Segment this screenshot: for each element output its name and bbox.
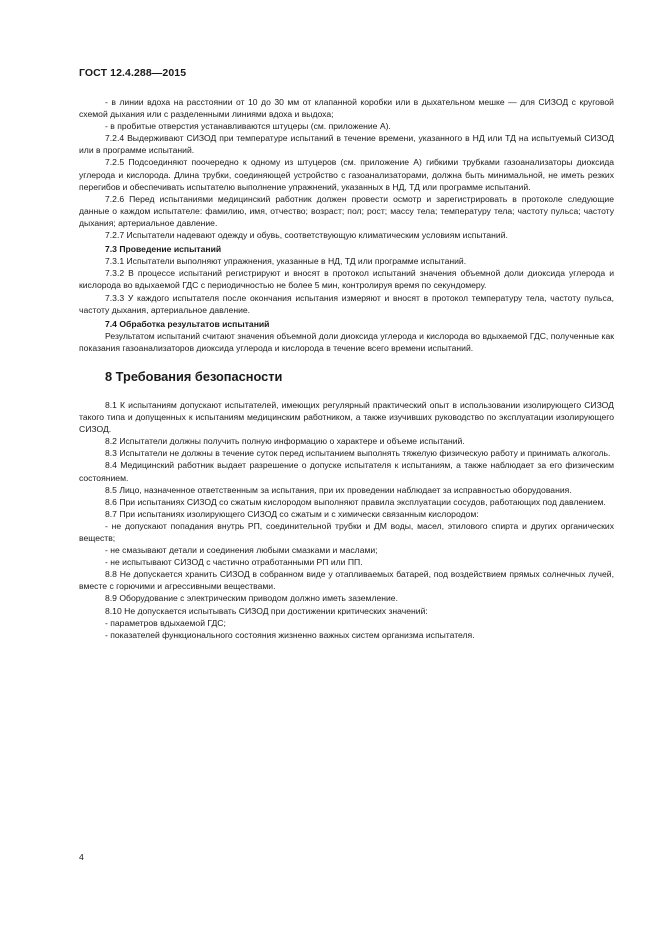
page-number: 4 xyxy=(79,852,84,862)
paragraph-8-1: 8.1 К испытаниям допускают испытателей, имеющих регулярный практический опыт в использовании изолирующего СИЗОД такого типа и допущенных к испытаниям медицинским работником, а также изучивших руководство по эксплуатации изолирующего СИЗОД. xyxy=(79,399,614,435)
paragraph-7-3-1: 7.3.1 Испытатели выполняют упражнения, указанные в НД, ТД или программе испытаний. xyxy=(105,256,467,267)
paragraph-7-2-7: 7.2.7 Испытатели надевают одежду и обувь, соответствующую климатическим условиям испытаний. xyxy=(105,230,508,241)
paragraph-8-9: 8.9 Оборудование с электрическим приводом должно иметь заземление. xyxy=(105,593,398,604)
paragraph-7-3-2: 7.3.2 В процессе испытаний регистрируют и вносят в протокол испытаний значения объемной доли диоксида углерода и кислорода во вдыхаемой ГДС с периодичностью не более 5 мин, контролируя время по секундомеру. xyxy=(79,268,614,291)
paragraph-7-3-3: 7.3.3 У каждого испытателя после окончания испытания измеряют и вносят в протокол температуру тела, частоту пульса, частоту дыхания, артериальное давление. xyxy=(79,292,614,315)
paragraph-7-2-6: 7.2.6 Перед испытаниями медицинский работник должен провести осмотр и зарегистрировать в протоколе следующие данные о каждом испытателе: фамилию, имя, отчество; возраст; пол; рост; массу тела; температуру тела; частоту пульса; частоту дыхания; артериальное давление. xyxy=(79,193,614,228)
paragraph-7-2-4: 7.2.4 Выдерживают СИЗОД при температуре испытаний в течение времени, указанного в НД или ТД на испытуемый СИЗОД или в программе испытаний. xyxy=(79,133,614,156)
paragraph-8-2: 8.2 Испытатели должны получить полную информацию о характере и объеме испытаний. xyxy=(105,436,465,447)
paragraph-7-2-5: 7.2.5 Подсоединяют поочередно к одному из штуцеров (см. приложение А) гибкими трубками газоанализаторы диоксида углерода и кислорода. Длина трубки, соединяющей устройство с газоанализаторами, должна быть минимальной, не иметь резких перегибов и обеспечивать испытателю выполнение упражнений, указанных в НД, ТД или программе испытаний. xyxy=(79,157,614,192)
list-item-inhaled-gas-params: - параметров вдыхаемой ГДС; xyxy=(105,617,226,628)
document-body xyxy=(79,96,614,641)
document-header: ГОСТ 12.4.288—2015 xyxy=(79,67,187,79)
paragraph-8-7: 8.7 При испытаниях изолирующего СИЗОД со сжатым и с химически связанным кислородом: xyxy=(105,508,479,519)
paragraph-8-3: 8.3 Испытатели не должны в течение суток перед испытанием выполнять тяжелую физическую работу и принимать алкоголь. xyxy=(105,448,611,459)
list-item-no-water-oils: - не допускают попадания внутрь РП, соединительной трубки и ДМ воды, масел, этилового спирта и других органических веществ; xyxy=(79,520,614,543)
section-8-title: 8 Требования безопасности xyxy=(105,368,283,384)
list-item-no-used-cartridges: - не испытывают СИЗОД с частично отработанными РП или ПП. xyxy=(105,557,363,568)
list-item-no-lubricants: - не смазывают детали и соединения любыми смазками и маслами; xyxy=(105,545,378,556)
subsection-7-3-title: 7.3 Проведение испытаний xyxy=(105,244,222,255)
list-item-vital-indicators: - показателей функционального состояния жизненно важных систем организма испытателя. xyxy=(105,629,475,640)
paragraph-fittings: - в пробитые отверстия устанавливаются штуцеры (см. приложение А). xyxy=(105,121,391,132)
paragraph-8-6: 8.6 При испытаниях СИЗОД со сжатым кислородом выполняют правила эксплуатации сосудов, работающих под давлением. xyxy=(105,496,606,507)
paragraph-inhale-line: - в линии вдоха на расстоянии от 10 до 30 мм от клапанной коробки или в дыхательном мешке — для СИЗОД с круговой схемой дыхания или с разделенными линиями вдоха и выдоха; xyxy=(79,97,614,120)
paragraph-7-4-result: Результатом испытаний считают значения объемной доли диоксида углерода и кислорода во вдыхаемой ГДС, полученные как показания газоанализаторов диоксида углерода и кислорода в течение всего времени испытаний. xyxy=(79,330,614,353)
subsection-7-4-title: 7.4 Обработка результатов испытаний xyxy=(105,318,270,329)
paragraph-8-4: 8.4 Медицинский работник выдает разрешение о допуске испытателя к испытаниям, а также наблюдает за его физическим состоянием. xyxy=(79,460,614,483)
paragraph-8-5: 8.5 Лицо, назначенное ответственным за испытания, при их проведении наблюдает за исправностью оборудования. xyxy=(105,484,572,495)
paragraph-8-10: 8.10 Не допускается испытывать СИЗОД при достижении критических значений: xyxy=(105,605,428,616)
paragraph-8-8: 8.8 Не допускается хранить СИЗОД в собранном виде у отапливаемых батарей, под воздействием прямых солнечных лучей, вместе с горючими и агрессивными веществами. xyxy=(79,569,614,592)
